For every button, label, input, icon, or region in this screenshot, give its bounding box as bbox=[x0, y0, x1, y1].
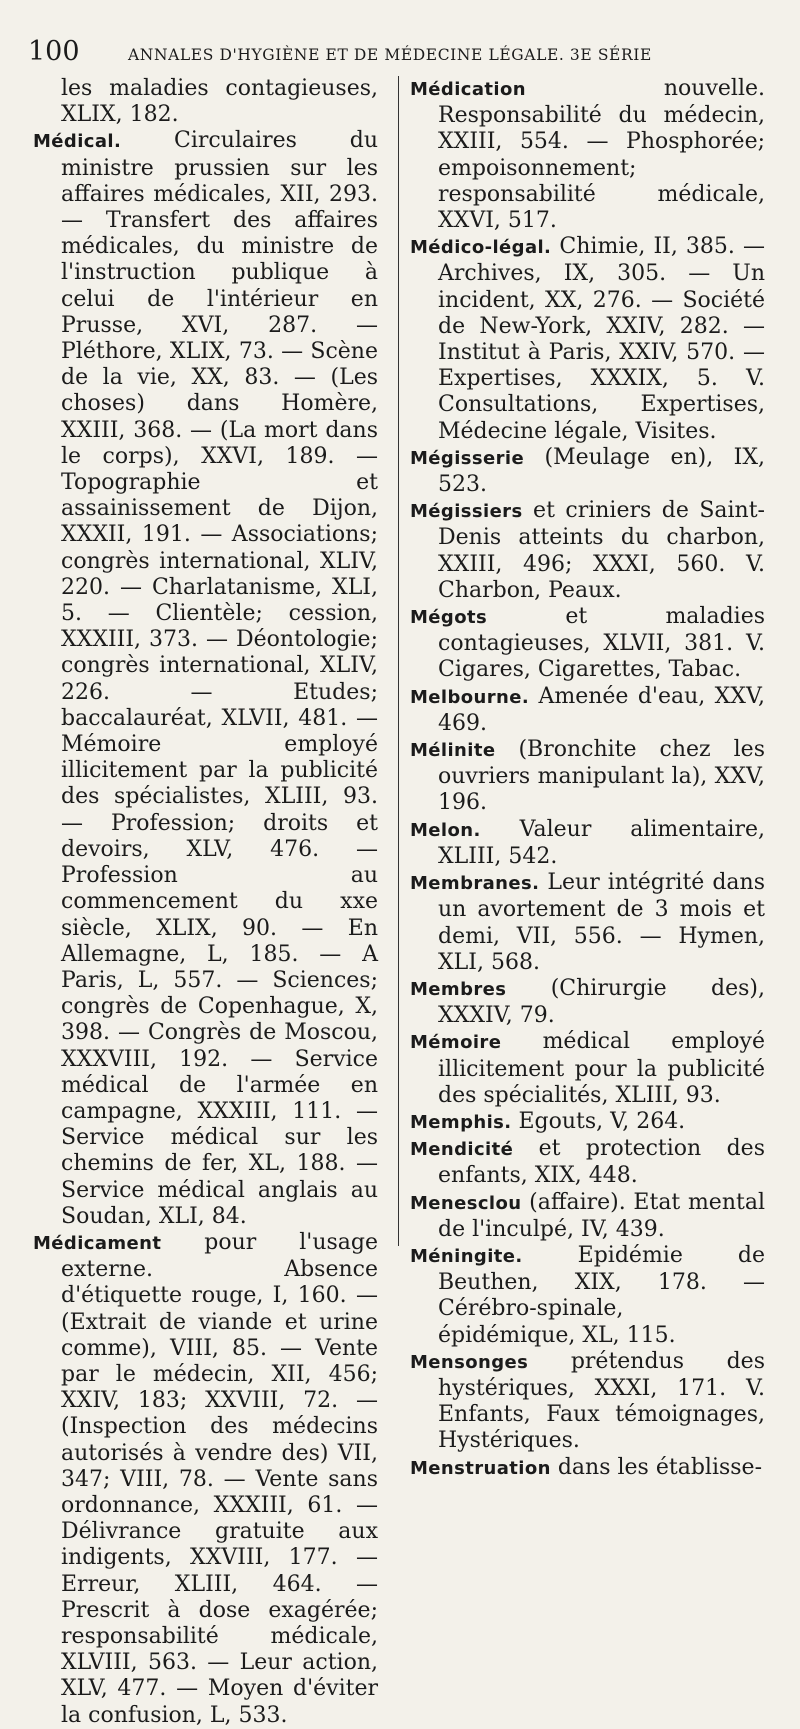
index-entry-text: et protection des enfants, XIX, 448. bbox=[438, 1136, 765, 1189]
index-entry bbox=[410, 817, 765, 870]
index-entry bbox=[410, 234, 765, 445]
index-entry-text: et maladies contagieuses, XLVII, 381. V. Cigares, Cigarettes, Tabac. bbox=[438, 604, 765, 683]
index-entry-text: dans les établisse- bbox=[550, 1454, 763, 1480]
index-entry-text: Circulaires du ministre prussien sur les affaires médicales, XII, 293. — Transfert des affaires médicales, du ministre de l'instruction publique à celui de l'intérieur en Prusse, XVI, 287. — Pléthore, XLIX, 73. — Scène de la vie, XX, 83. — (Les choses) dans Homère, XXIII, 368. — (La mort dans le corps), XXVI, 189. — Topographie et assainissement de Dijon, XXXII, 191. — Associations; congrès international, XLIV, 220. — Charlatanisme, XLI, 5. — Clientèle; cession, XXXIII, 373. — Déontologie; congrès international, XLIV, 226. — Etudes; baccalauréat, XLVII, 481. — Mémoire employé illicitement par la publicité des spécialistes, XLIII, 93. — Profession; droits et devoirs, XLV, 476. — Profession au commencement du xxe siècle, XLIX, 90. — En Allemagne, L, 185. — A Paris, L, 557. — Sciences; congrès de Copenhague, X, 398. — Congrès de Moscou, XXXVIII, 192. — Service médical de l'armée en campagne, XXXIII, 111. — Service médical sur les chemins de fer, XL, 188. — Service médical anglais au Soudan, XLI, 84. bbox=[61, 128, 378, 1229]
index-column-left bbox=[33, 76, 378, 1729]
index-headword: Mémoire bbox=[410, 1032, 502, 1054]
column-divider bbox=[398, 76, 399, 1246]
index-headword: Mégisserie bbox=[410, 447, 525, 469]
index-headword: Membres bbox=[410, 978, 507, 1000]
index-entry bbox=[410, 76, 765, 234]
page-header bbox=[28, 36, 772, 66]
index-entry-text: Egouts, V, 264. bbox=[511, 1108, 686, 1134]
index-entry bbox=[410, 684, 765, 737]
index-entry bbox=[410, 737, 765, 817]
index-entry bbox=[410, 1029, 765, 1109]
index-entry-text: Epidémie de Beuthen, XIX, 178. — Cérébro-spinale, épidémique, XL, 115. bbox=[438, 1242, 765, 1348]
index-entry-text: médical employé illicitement pour la publicité des spécialités, XLIII, 93. bbox=[438, 1029, 765, 1108]
index-entry bbox=[410, 870, 765, 976]
index-entry bbox=[410, 604, 765, 684]
page-number: 100 bbox=[28, 36, 80, 67]
index-entry-text: Amenée d'eau, XXV, 469. bbox=[438, 683, 765, 736]
index-entry-text: nouvelle. Responsabilité du médecin, XXIII, 554. — Phosphorée; empoisonnement; responsabilité médicale, XXVI, 517. bbox=[438, 76, 765, 234]
index-headword: Médicament bbox=[33, 1232, 162, 1254]
index-entry bbox=[410, 445, 765, 498]
index-headword: Melbourne. bbox=[410, 686, 530, 708]
index-entry-text: (Meulage en), IX, 523. bbox=[438, 444, 765, 498]
index-headword: Méningite. bbox=[410, 1245, 523, 1267]
index-entry-text: les maladies contagieuses, XLIX, 182. bbox=[61, 76, 378, 128]
index-headword: Mélinite bbox=[410, 740, 496, 762]
index-headword: Menesclou bbox=[410, 1192, 522, 1214]
running-title: ANNALES D'HYGIÈNE ET DE MÉDECINE LÉGALE. 3E SÉRIE bbox=[128, 46, 652, 64]
index-headword: Mégots bbox=[410, 607, 488, 629]
index-headword: Médico-légal. bbox=[410, 237, 552, 259]
index-headword: Melon. bbox=[410, 819, 481, 841]
index-entry bbox=[410, 1109, 765, 1136]
index-headword: Mendicité bbox=[410, 1139, 514, 1161]
index-entry-text: (Chirurgie des), XXXIV, 79. bbox=[438, 975, 765, 1029]
index-headword: Menstruation bbox=[410, 1457, 551, 1479]
index-entry bbox=[410, 1190, 765, 1243]
index-headword: Membranes. bbox=[410, 873, 540, 895]
index-entry bbox=[33, 128, 378, 1230]
index-entry bbox=[410, 1455, 765, 1482]
index-headword: Mégissiers bbox=[410, 501, 523, 523]
index-column-right bbox=[410, 76, 765, 1482]
index-headword: Médical. bbox=[33, 131, 122, 153]
index-entry-text: prétendus des hystériques, XXXI, 171. V. Enfants, Faux témoignages, Hystériques. bbox=[438, 1348, 765, 1454]
index-entry bbox=[33, 1230, 378, 1729]
index-entry bbox=[410, 1349, 765, 1455]
index-entry-text: Chimie, II, 385. — Archives, IX, 305. — Un incident, XX, 276. — Société de New-York, XXIV, 282. — Institut à Paris, XXIV, 570. — Expertises, XXXIX, 5. V. Consultations, Expertises, Médecine légale, Visites. bbox=[438, 234, 765, 444]
index-entry-text: (Bronchite chez les ouvriers manipulant la), XXV, 196. bbox=[438, 737, 765, 816]
index-entry-text: (affaire). Etat mental de l'inculpé, IV, 439. bbox=[438, 1189, 765, 1242]
index-entry-text: Leur intégrité dans un avortement de 3 mois et demi, VII, 556. — Hymen, XLI, 568. bbox=[438, 870, 765, 975]
index-headword: Médication bbox=[410, 79, 526, 100]
index-entry-text: et criniers de Saint-Denis atteints du charbon, XXIII, 496; XXXI, 560. V. Charbon, Peaux. bbox=[438, 498, 765, 603]
index-entry-text: Valeur alimentaire, XLIII, 542. bbox=[438, 816, 765, 869]
index-entry bbox=[410, 1136, 765, 1189]
index-entry-text: pour l'usage externe. Absence d'étiquette rouge, I, 160. — (Extrait de viande et urine comme), VIII, 85. — Vente par le médecin, XII, 456; XXIV, 183; XXVIII, 72. — (Inspection des médecins autorisés à vendre des) VII, 347; VIII, 78. — Vente sans ordonnance, XXXIII, 61. — Délivrance gratuite aux indigents, XXVIII, 177. — Erreur, XLIII, 464. — Prescrit à dose exagérée; responsabilité médicale, XLVIII, 563. — Leur action, XLV, 477. — Moyen d'éviter la confusion, L, 533. bbox=[61, 1229, 378, 1728]
index-entry bbox=[410, 1243, 765, 1349]
index-entry bbox=[410, 976, 765, 1029]
index-entry bbox=[33, 76, 378, 128]
index-headword: Mensonges bbox=[410, 1351, 529, 1373]
index-entry bbox=[410, 498, 765, 604]
index-headword: Memphis. bbox=[410, 1111, 512, 1133]
